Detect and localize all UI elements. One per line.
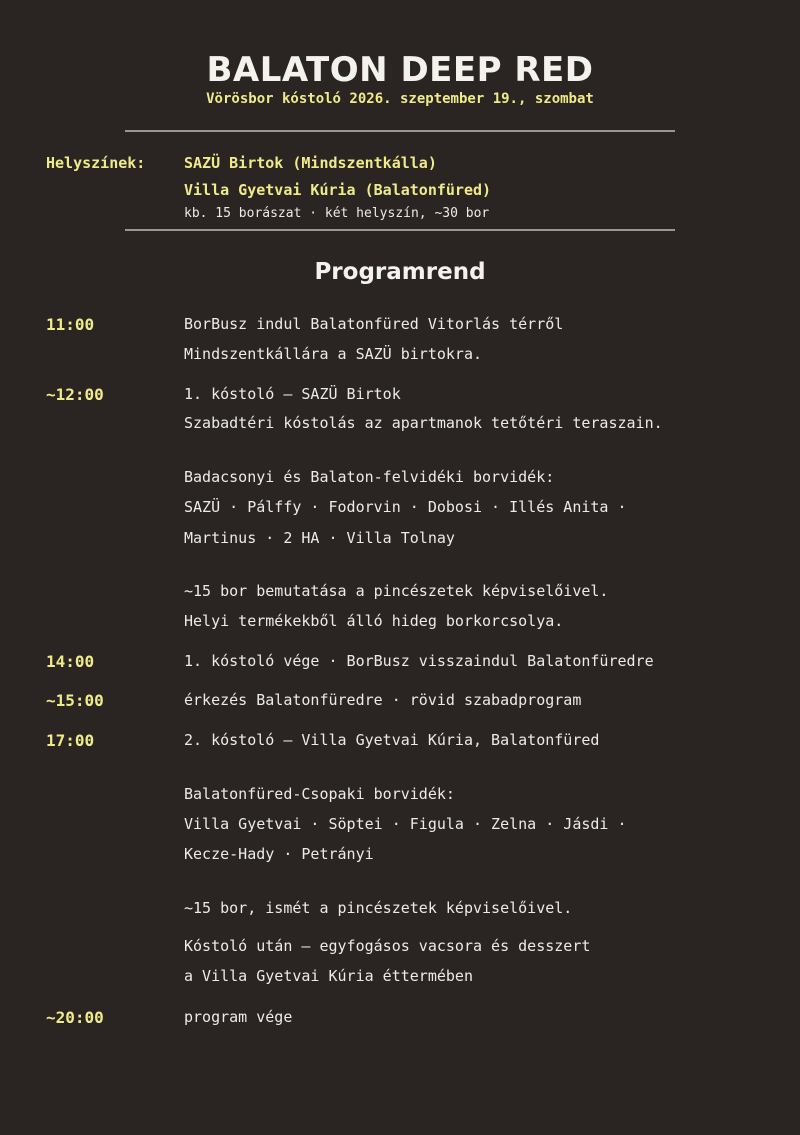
venues-label: Helyszínek: xyxy=(46,154,146,172)
venue-gyetvai: Villa Gyetvai Kúria (Balatonfüred) xyxy=(184,181,492,199)
time-15-00: ~15:00 xyxy=(46,691,104,710)
program-line: ~15 bor bemutatása a pincészetek képviselőivel. xyxy=(184,582,609,600)
program-line: 1. kóstoló — SAZÜ Birtok xyxy=(184,385,401,403)
venues-note: kb. 15 borászat · két helyszín, ~30 bor xyxy=(184,206,490,221)
time-14-00: 14:00 xyxy=(46,652,95,671)
time-12-00: ~12:00 xyxy=(46,385,104,404)
program-line: SAZÜ · Pálffy · Fodorvin · Dobosi · Illés Anita · xyxy=(184,498,627,516)
program-line: a Villa Gyetvai Kúria éttermében xyxy=(184,967,473,985)
program-line: Balatonfüred-Csopaki borvidék: xyxy=(184,785,455,803)
time-11-00: 11:00 xyxy=(46,315,95,334)
program-line: ~15 bor, ismét a pincészetek képviselőivel. xyxy=(184,899,573,917)
program-line: Kecze-Hady · Petrányi xyxy=(184,845,374,863)
program-line: Helyi termékekből álló hideg borkorcsolya. xyxy=(184,612,564,630)
program-line: Kóstoló után — egyfogásos vacsora és desszert xyxy=(184,937,591,955)
event-title: BALATON DEEP RED xyxy=(206,50,594,90)
program-line: program vége xyxy=(184,1008,293,1026)
time-17-00: 17:00 xyxy=(46,731,95,750)
program-line: Szabadtéri kóstolás az apartmanok tetőtéri teraszain. xyxy=(184,414,663,432)
divider-top xyxy=(125,130,675,132)
event-subtitle: Vörösbor kóstoló 2026. szeptember 19., szombat xyxy=(206,91,594,107)
program-line: Badacsonyi és Balaton-felvidéki borvidék: xyxy=(184,468,555,486)
program-line: Mindszentkállára a SAZÜ birtokra. xyxy=(184,345,483,363)
program-line: Villa Gyetvai · Söptei · Figula · Zelna · Jásdi · xyxy=(184,815,627,833)
venue-sazu: SAZÜ Birtok (Mindszentkálla) xyxy=(184,154,437,172)
program-line: 1. kóstoló vége · BorBusz visszaindul Balatonfüredre xyxy=(184,652,654,670)
time-20-00: ~20:00 xyxy=(46,1008,104,1027)
program-line: BorBusz indul Balatonfüred Vitorlás térről xyxy=(184,315,564,333)
program-line: 2. kóstoló — Villa Gyetvai Kúria, Balatonfüred xyxy=(184,731,600,749)
program-line: érkezés Balatonfüredre · rövid szabadprogram xyxy=(184,691,582,709)
program-line: Martinus · 2 HA · Villa Tolnay xyxy=(184,529,455,547)
divider-bottom xyxy=(125,229,675,231)
program-title: Programrend xyxy=(314,259,486,285)
